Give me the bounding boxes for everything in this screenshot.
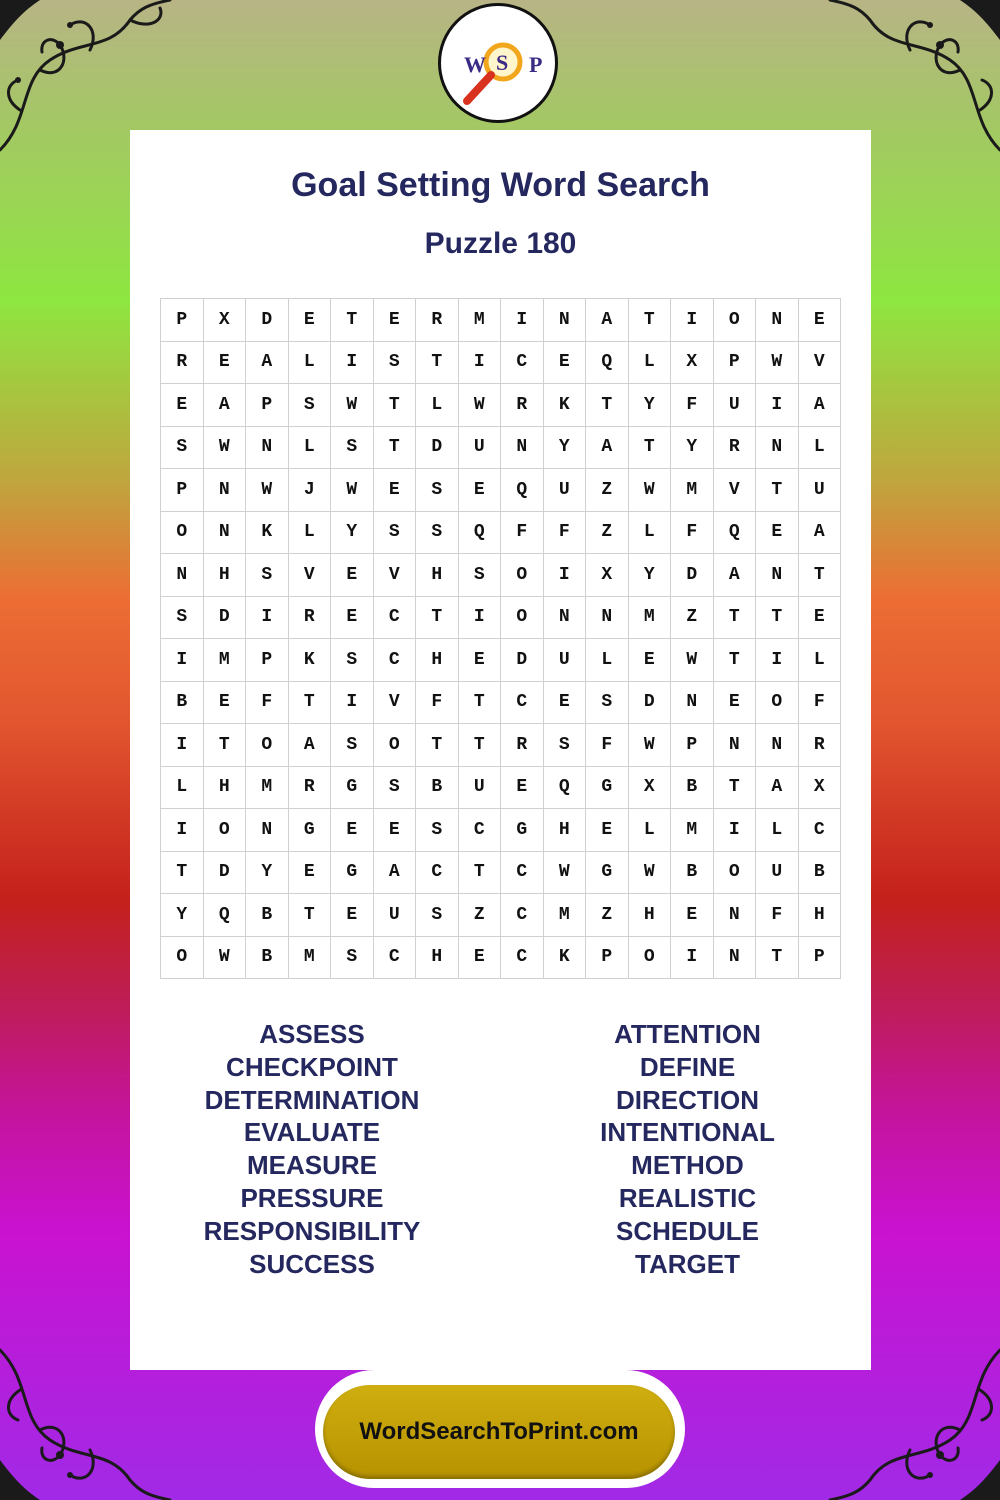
grid-cell[interactable]: P [161, 299, 204, 342]
grid-cell[interactable]: Q [544, 767, 587, 810]
word-list-item: TARGET [635, 1248, 740, 1279]
grid-cell[interactable]: B [799, 852, 842, 895]
logo-letter-s: S [496, 50, 509, 75]
grid-cell[interactable]: W [204, 937, 247, 980]
grid-cell[interactable]: S [586, 682, 629, 725]
grid-cell[interactable]: Q [586, 342, 629, 385]
grid-cell[interactable]: F [756, 894, 799, 937]
grid-cell[interactable]: L [629, 342, 672, 385]
grid-cell[interactable]: G [586, 767, 629, 810]
grid-cell[interactable]: L [161, 767, 204, 810]
grid-cell[interactable]: A [799, 512, 842, 555]
grid-cell[interactable]: T [289, 894, 332, 937]
grid-cell[interactable]: A [204, 384, 247, 427]
grid-cell[interactable]: Y [161, 894, 204, 937]
grid-cell[interactable]: T [204, 724, 247, 767]
grid-cell[interactable]: M [629, 597, 672, 640]
grid-cell[interactable]: G [289, 809, 332, 852]
word-list-item: REALISTIC [618, 1182, 757, 1213]
grid-cell[interactable]: R [289, 767, 332, 810]
grid-cell[interactable]: F [671, 512, 714, 555]
grid-cell[interactable]: E [374, 809, 417, 852]
grid-cell[interactable]: C [501, 852, 544, 895]
grid-cell[interactable]: N [671, 682, 714, 725]
grid-cell[interactable]: R [714, 427, 757, 470]
grid-cell[interactable]: S [544, 724, 587, 767]
grid-cell[interactable]: P [246, 639, 289, 682]
grid-cell[interactable]: S [459, 554, 502, 597]
grid-cell[interactable]: W [204, 427, 247, 470]
grid-cell[interactable]: L [799, 639, 842, 682]
grid-cell[interactable]: A [714, 554, 757, 597]
grid-cell[interactable]: Y [629, 554, 672, 597]
grid-cell[interactable]: C [501, 937, 544, 980]
word-list-item: CHECKPOINT [226, 1051, 398, 1082]
grid-cell[interactable]: L [289, 427, 332, 470]
grid-cell[interactable]: E [629, 639, 672, 682]
word-list-item: EVALUATE [243, 1117, 381, 1148]
grid-cell[interactable]: C [374, 937, 417, 980]
grid-cell[interactable]: Y [629, 384, 672, 427]
grid-cell[interactable]: V [289, 554, 332, 597]
grid-cell[interactable]: Y [544, 427, 587, 470]
grid-cell[interactable]: C [501, 342, 544, 385]
grid-cell[interactable]: N [714, 724, 757, 767]
grid-cell[interactable]: B [246, 937, 289, 980]
grid-cell[interactable]: X [586, 554, 629, 597]
logo-letter-w: W [464, 52, 486, 77]
grid-cell[interactable]: I [756, 639, 799, 682]
grid-cell[interactable]: P [161, 469, 204, 512]
grid-cell[interactable]: E [671, 894, 714, 937]
grid-cell[interactable]: V [714, 469, 757, 512]
grid-cell[interactable]: O [501, 554, 544, 597]
grid-cell[interactable]: L [629, 809, 672, 852]
grid-cell[interactable]: H [799, 894, 842, 937]
grid-cell[interactable]: I [671, 937, 714, 980]
grid-cell[interactable]: T [331, 299, 374, 342]
grid-cell[interactable]: F [501, 512, 544, 555]
grid-cell[interactable]: N [161, 554, 204, 597]
grid-cell[interactable]: T [374, 384, 417, 427]
grid-cell[interactable]: I [161, 724, 204, 767]
grid-cell[interactable]: I [459, 342, 502, 385]
word-list-item: ATTENTION [614, 1019, 761, 1049]
grid-cell[interactable]: N [756, 427, 799, 470]
grid-cell[interactable]: S [416, 809, 459, 852]
grid-cell[interactable]: O [161, 937, 204, 980]
grid-cell[interactable]: P [586, 937, 629, 980]
grid-cell[interactable]: A [246, 342, 289, 385]
grid-cell[interactable]: S [246, 554, 289, 597]
puzzle-number: Puzzle 180 [424, 227, 577, 260]
grid-cell[interactable]: G [501, 809, 544, 852]
grid-cell[interactable]: Z [671, 597, 714, 640]
grid-cell[interactable]: T [629, 299, 672, 342]
puzzle-card [130, 130, 871, 1370]
grid-cell[interactable]: F [586, 724, 629, 767]
grid-cell[interactable]: T [416, 724, 459, 767]
grid-cell[interactable]: B [246, 894, 289, 937]
grid-cell[interactable]: C [374, 639, 417, 682]
grid-cell[interactable]: E [331, 809, 374, 852]
grid-cell[interactable]: R [161, 342, 204, 385]
grid-cell[interactable]: W [629, 852, 672, 895]
grid-cell[interactable]: O [629, 937, 672, 980]
grid-cell[interactable]: J [289, 469, 332, 512]
grid-cell[interactable]: R [501, 384, 544, 427]
grid-cell[interactable]: H [544, 809, 587, 852]
grid-cell[interactable]: O [714, 852, 757, 895]
grid-cell[interactable]: T [289, 682, 332, 725]
grid-cell[interactable]: A [586, 427, 629, 470]
grid-cell[interactable]: C [501, 894, 544, 937]
grid-cell[interactable]: E [459, 469, 502, 512]
grid-cell[interactable]: K [544, 937, 587, 980]
grid-cell[interactable]: U [374, 894, 417, 937]
grid-cell[interactable]: O [374, 724, 417, 767]
grid-cell[interactable]: T [459, 724, 502, 767]
grid-cell[interactable]: N [204, 512, 247, 555]
word-list-right [565, 1018, 810, 1280]
grid-cell[interactable]: L [629, 512, 672, 555]
grid-cell[interactable]: K [289, 639, 332, 682]
grid-cell[interactable]: B [416, 767, 459, 810]
grid-cell[interactable]: H [204, 767, 247, 810]
grid-cell[interactable]: F [544, 512, 587, 555]
grid-cell[interactable]: Z [459, 894, 502, 937]
grid-cell[interactable]: R [416, 299, 459, 342]
grid-cell[interactable]: E [544, 342, 587, 385]
grid-cell[interactable]: A [756, 767, 799, 810]
grid-cell[interactable]: D [416, 427, 459, 470]
grid-cell[interactable]: E [374, 469, 417, 512]
grid-cell[interactable]: T [756, 597, 799, 640]
grid-cell[interactable]: S [331, 937, 374, 980]
grid-cell[interactable]: D [629, 682, 672, 725]
grid-cell[interactable]: I [246, 597, 289, 640]
grid-cell[interactable]: S [416, 894, 459, 937]
grid-cell[interactable]: W [246, 469, 289, 512]
grid-cell[interactable]: T [756, 937, 799, 980]
grid-cell[interactable]: X [629, 767, 672, 810]
grid-cell[interactable]: C [799, 809, 842, 852]
grid-cell[interactable]: V [799, 342, 842, 385]
grid-cell[interactable]: E [586, 809, 629, 852]
grid-cell[interactable]: W [331, 469, 374, 512]
grid-cell[interactable]: L [756, 809, 799, 852]
grid-cell[interactable]: A [289, 724, 332, 767]
grid-cell[interactable]: N [586, 597, 629, 640]
grid-cell[interactable]: T [416, 597, 459, 640]
grid-cell[interactable]: U [544, 469, 587, 512]
grid-cell[interactable]: O [501, 597, 544, 640]
grid-cell[interactable]: L [586, 639, 629, 682]
grid-cell[interactable]: K [544, 384, 587, 427]
grid-cell[interactable]: E [289, 852, 332, 895]
grid-cell[interactable]: N [756, 724, 799, 767]
grid-cell[interactable]: X [799, 767, 842, 810]
word-list-item: DEFINE [639, 1051, 736, 1082]
grid-cell[interactable]: W [459, 384, 502, 427]
grid-cell[interactable]: Y [246, 852, 289, 895]
grid-cell[interactable]: I [501, 299, 544, 342]
grid-cell[interactable]: E [374, 299, 417, 342]
grid-cell[interactable]: I [544, 554, 587, 597]
grid-cell[interactable]: S [416, 512, 459, 555]
grid-cell[interactable]: I [671, 299, 714, 342]
grid-cell[interactable]: E [756, 512, 799, 555]
grid-cell[interactable]: U [544, 639, 587, 682]
grid-cell[interactable]: N [246, 427, 289, 470]
grid-cell[interactable]: M [459, 299, 502, 342]
word-list-item: RESPONSIBILITY [203, 1215, 421, 1246]
grid-cell[interactable]: Y [671, 427, 714, 470]
grid-cell[interactable]: E [714, 682, 757, 725]
grid-cell[interactable]: C [459, 809, 502, 852]
grid-cell[interactable]: Z [586, 469, 629, 512]
word-list-item: SUCCESS [249, 1248, 375, 1279]
grid-cell[interactable]: E [459, 639, 502, 682]
grid-cell[interactable]: N [756, 554, 799, 597]
grid-cell[interactable]: R [501, 724, 544, 767]
grid-cell[interactable]: X [671, 342, 714, 385]
grid-cell[interactable]: S [331, 639, 374, 682]
grid-cell[interactable]: G [586, 852, 629, 895]
grid-cell[interactable]: W [629, 724, 672, 767]
grid-cell[interactable]: T [714, 639, 757, 682]
grid-cell[interactable]: T [459, 682, 502, 725]
grid-cell[interactable]: Y [331, 512, 374, 555]
grid-cell[interactable]: I [714, 809, 757, 852]
puzzle-title: Goal Setting Word Search [291, 166, 710, 204]
grid-cell[interactable]: S [331, 427, 374, 470]
grid-cell[interactable]: D [671, 554, 714, 597]
grid-cell[interactable]: E [204, 682, 247, 725]
grid-cell[interactable]: F [671, 384, 714, 427]
grid-cell[interactable]: P [799, 937, 842, 980]
grid-cell[interactable]: S [161, 427, 204, 470]
grid-cell[interactable]: O [246, 724, 289, 767]
grid-cell[interactable]: W [331, 384, 374, 427]
grid-cell[interactable]: S [331, 724, 374, 767]
grid-cell[interactable]: N [544, 597, 587, 640]
grid-cell[interactable]: L [289, 342, 332, 385]
word-list-item: PRESSURE [240, 1182, 384, 1213]
grid-cell[interactable]: I [331, 342, 374, 385]
grid-cell[interactable]: R [289, 597, 332, 640]
grid-cell[interactable]: U [756, 852, 799, 895]
grid-cell[interactable]: S [374, 512, 417, 555]
grid-cell[interactable]: E [204, 342, 247, 385]
grid-cell[interactable]: M [544, 894, 587, 937]
grid-cell[interactable]: M [671, 469, 714, 512]
grid-cell[interactable]: W [671, 639, 714, 682]
grid-cell[interactable]: N [204, 469, 247, 512]
grid-cell[interactable]: F [799, 682, 842, 725]
grid-cell[interactable]: E [331, 597, 374, 640]
word-list-item: ASSESS [259, 1019, 365, 1049]
grid-cell[interactable]: M [204, 639, 247, 682]
grid-cell[interactable]: A [586, 299, 629, 342]
grid-cell[interactable]: T [374, 427, 417, 470]
grid-cell[interactable]: N [246, 809, 289, 852]
grid-cell[interactable]: O [204, 809, 247, 852]
grid-cell[interactable]: H [204, 554, 247, 597]
grid-cell[interactable]: U [714, 384, 757, 427]
letter-grid [160, 298, 841, 979]
grid-cell[interactable]: F [246, 682, 289, 725]
grid-cell[interactable]: K [246, 512, 289, 555]
grid-cell[interactable]: I [459, 597, 502, 640]
grid-cell[interactable]: G [331, 852, 374, 895]
grid-cell[interactable]: H [416, 937, 459, 980]
grid-cell[interactable]: N [714, 937, 757, 980]
grid-cell[interactable]: N [714, 894, 757, 937]
grid-cell[interactable]: V [374, 682, 417, 725]
grid-cell[interactable]: E [161, 384, 204, 427]
grid-cell[interactable]: O [756, 682, 799, 725]
word-list-item: SCHEDULE [615, 1215, 759, 1246]
grid-cell[interactable]: T [799, 554, 842, 597]
grid-cell[interactable]: D [501, 639, 544, 682]
grid-cell[interactable]: H [629, 894, 672, 937]
grid-cell[interactable]: U [799, 469, 842, 512]
grid-cell[interactable]: C [501, 682, 544, 725]
grid-cell[interactable]: T [714, 767, 757, 810]
grid-cell[interactable]: Q [501, 469, 544, 512]
grid-cell[interactable]: N [756, 299, 799, 342]
grid-cell[interactable]: P [714, 342, 757, 385]
logo-letter-p: P [529, 52, 543, 77]
grid-cell[interactable]: E [331, 554, 374, 597]
grid-cell[interactable]: C [416, 852, 459, 895]
grid-cell[interactable]: A [374, 852, 417, 895]
word-list-item: INTENTIONAL [600, 1117, 775, 1148]
grid-cell[interactable]: D [204, 597, 247, 640]
grid-cell[interactable]: C [374, 597, 417, 640]
grid-cell[interactable]: W [756, 342, 799, 385]
grid-cell[interactable]: R [799, 724, 842, 767]
word-list-item: DETERMINATION [204, 1084, 420, 1115]
grid-cell[interactable]: V [374, 554, 417, 597]
grid-cell[interactable]: I [161, 639, 204, 682]
grid-cell[interactable]: T [161, 852, 204, 895]
grid-cell[interactable]: Z [586, 894, 629, 937]
grid-cell[interactable]: B [671, 852, 714, 895]
magnifier-logo-icon [441, 6, 555, 120]
grid-cell[interactable]: L [289, 512, 332, 555]
grid-cell[interactable]: S [374, 342, 417, 385]
grid-cell[interactable]: E [459, 937, 502, 980]
grid-cell[interactable]: D [246, 299, 289, 342]
grid-cell[interactable]: E [544, 682, 587, 725]
site-link-button[interactable]: WordSearchToPrint.com [323, 1385, 675, 1479]
grid-cell[interactable]: F [416, 682, 459, 725]
grid-cell[interactable]: I [756, 384, 799, 427]
grid-cell[interactable]: T [459, 852, 502, 895]
word-list-item: DIRECTION [616, 1084, 759, 1115]
grid-cell[interactable]: E [799, 299, 842, 342]
grid-cell[interactable]: S [289, 384, 332, 427]
word-list-item: MEASURE [246, 1150, 377, 1181]
grid-cell[interactable]: T [714, 597, 757, 640]
grid-cell[interactable]: H [416, 554, 459, 597]
wsp-logo [438, 3, 558, 123]
grid-cell[interactable]: L [799, 427, 842, 470]
grid-cell[interactable]: W [544, 852, 587, 895]
grid-cell[interactable]: W [629, 469, 672, 512]
grid-cell[interactable]: Z [586, 512, 629, 555]
grid-cell[interactable]: P [246, 384, 289, 427]
grid-cell[interactable]: P [671, 724, 714, 767]
grid-cell[interactable]: T [416, 342, 459, 385]
grid-cell[interactable]: Q [459, 512, 502, 555]
grid-cell[interactable]: N [501, 427, 544, 470]
grid-cell[interactable]: L [416, 384, 459, 427]
grid-cell[interactable]: Q [204, 894, 247, 937]
grid-cell[interactable]: G [331, 767, 374, 810]
grid-cell[interactable]: E [289, 299, 332, 342]
grid-cell[interactable]: S [161, 597, 204, 640]
grid-cell[interactable]: I [331, 682, 374, 725]
grid-cell[interactable]: M [671, 809, 714, 852]
grid-cell[interactable]: O [714, 299, 757, 342]
grid-cell[interactable]: M [289, 937, 332, 980]
grid-cell[interactable]: S [374, 767, 417, 810]
grid-cell[interactable]: B [671, 767, 714, 810]
grid-cell[interactable]: Q [714, 512, 757, 555]
word-list-item: METHOD [631, 1150, 744, 1181]
grid-cell[interactable]: T [756, 469, 799, 512]
grid-cell[interactable]: M [246, 767, 289, 810]
grid-cell[interactable]: D [204, 852, 247, 895]
grid-cell[interactable]: N [544, 299, 587, 342]
grid-cell[interactable]: U [459, 767, 502, 810]
grid-cell[interactable]: I [161, 809, 204, 852]
grid-cell[interactable]: E [501, 767, 544, 810]
grid-cell[interactable]: S [416, 469, 459, 512]
grid-cell[interactable]: E [331, 894, 374, 937]
word-list-left [190, 1018, 434, 1280]
grid-cell[interactable]: T [629, 427, 672, 470]
grid-cell[interactable]: U [459, 427, 502, 470]
grid-cell[interactable]: H [416, 639, 459, 682]
grid-cell[interactable]: A [799, 384, 842, 427]
grid-cell[interactable]: O [161, 512, 204, 555]
grid-cell[interactable]: X [204, 299, 247, 342]
grid-cell[interactable]: T [586, 384, 629, 427]
grid-cell[interactable]: B [161, 682, 204, 725]
grid-cell[interactable]: E [799, 597, 842, 640]
